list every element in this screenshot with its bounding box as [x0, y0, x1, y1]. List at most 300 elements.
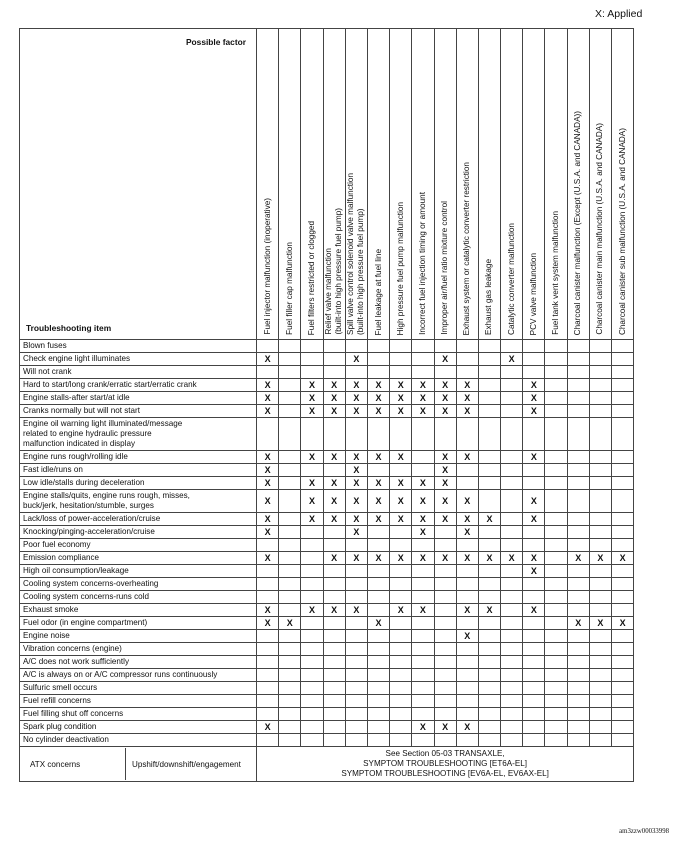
- applied-mark: X: [412, 392, 434, 405]
- applied-mark: X: [523, 379, 545, 392]
- applied-mark: X: [523, 604, 545, 617]
- mark-cell: [545, 617, 567, 630]
- mark-cell: [412, 669, 434, 682]
- mark-cell: [612, 708, 634, 721]
- mark-cell: [345, 539, 367, 552]
- applied-mark: X: [434, 379, 456, 392]
- table-row: [20, 669, 634, 682]
- mark-cell: [523, 464, 545, 477]
- mark-cell: [434, 418, 456, 451]
- mark-cell: [501, 617, 523, 630]
- applied-mark: X: [257, 477, 279, 490]
- mark-cell: [434, 734, 456, 747]
- mark-cell: [589, 340, 611, 353]
- applied-mark: X: [345, 451, 367, 464]
- mark-cell: [412, 734, 434, 747]
- applied-mark: X: [367, 617, 389, 630]
- mark-cell: [589, 682, 611, 695]
- mark-cell: [390, 695, 412, 708]
- table-row: [20, 578, 634, 591]
- mark-cell: [434, 340, 456, 353]
- table-row: [20, 643, 634, 656]
- mark-cell: [323, 708, 345, 721]
- mark-cell: [567, 708, 589, 721]
- mark-cell: [301, 526, 323, 539]
- applied-mark: X: [412, 477, 434, 490]
- mark-cell: [456, 617, 478, 630]
- applied-mark: X: [434, 464, 456, 477]
- table-row: [20, 604, 634, 617]
- mark-cell: [567, 464, 589, 477]
- mark-cell: [279, 682, 301, 695]
- mark-cell: [279, 656, 301, 669]
- mark-cell: [478, 734, 500, 747]
- mark-cell: [456, 418, 478, 451]
- mark-cell: [456, 366, 478, 379]
- mark-cell: [523, 630, 545, 643]
- mark-cell: [478, 695, 500, 708]
- mark-cell: [545, 477, 567, 490]
- applied-mark: X: [257, 604, 279, 617]
- factor-header-9: [456, 29, 478, 340]
- mark-cell: [501, 695, 523, 708]
- mark-cell: [478, 539, 500, 552]
- troubleshooting-item: Hard to start/long crank/erratic start/erratic crank: [20, 379, 257, 392]
- mark-cell: [279, 340, 301, 353]
- applied-mark: X: [523, 513, 545, 526]
- factor-label: Spill valve control solenoid valve malfunction (built-into high pressure fuel pump): [346, 172, 366, 335]
- mark-cell: [412, 539, 434, 552]
- mark-cell: [501, 340, 523, 353]
- mark-cell: [612, 418, 634, 451]
- mark-cell: [367, 708, 389, 721]
- troubleshooting-item: Fuel odor (in engine compartment): [20, 617, 257, 630]
- mark-cell: [478, 682, 500, 695]
- mark-cell: [567, 477, 589, 490]
- factor-label: Relief valve malfunction (built-into high pressure fuel pump): [324, 208, 344, 335]
- mark-cell: [367, 366, 389, 379]
- applied-mark: X: [434, 552, 456, 565]
- mark-cell: [545, 464, 567, 477]
- mark-cell: [478, 490, 500, 513]
- applied-mark: X: [345, 490, 367, 513]
- mark-cell: [589, 578, 611, 591]
- applied-mark: X: [301, 451, 323, 464]
- mark-cell: [478, 418, 500, 451]
- mark-cell: [390, 656, 412, 669]
- mark-cell: [279, 490, 301, 513]
- table-row: [20, 405, 634, 418]
- mark-cell: [367, 656, 389, 669]
- mark-cell: [412, 643, 434, 656]
- factor-header-2: [301, 29, 323, 340]
- applied-mark: X: [345, 526, 367, 539]
- mark-cell: [589, 477, 611, 490]
- mark-cell: [257, 366, 279, 379]
- table-row: [20, 682, 634, 695]
- applied-mark: X: [523, 405, 545, 418]
- troubleshooting-item: Vibration concerns (engine): [20, 643, 257, 656]
- applied-mark: X: [456, 630, 478, 643]
- mark-cell: [434, 682, 456, 695]
- mark-cell: [545, 392, 567, 405]
- mark-cell: [523, 695, 545, 708]
- factor-header-7: [412, 29, 434, 340]
- mark-cell: [589, 643, 611, 656]
- mark-cell: [478, 405, 500, 418]
- applied-mark: X: [279, 617, 301, 630]
- mark-cell: [501, 578, 523, 591]
- applied-mark: X: [412, 604, 434, 617]
- mark-cell: [612, 656, 634, 669]
- mark-cell: [434, 630, 456, 643]
- table-row: [20, 366, 634, 379]
- mark-cell: [545, 552, 567, 565]
- factor-label: Improper air/fuel ratio mixture control: [440, 201, 450, 335]
- applied-mark: X: [412, 552, 434, 565]
- mark-cell: [523, 682, 545, 695]
- mark-cell: [390, 591, 412, 604]
- mark-cell: [612, 695, 634, 708]
- mark-cell: [390, 630, 412, 643]
- mark-cell: [567, 513, 589, 526]
- applied-mark: X: [345, 477, 367, 490]
- applied-mark: X: [434, 490, 456, 513]
- atx-reference: See Section 05-03 TRANSAXLE, SYMPTOM TROUBLESHOOTING [ET6A-EL] SYMPTOM TROUBLESHOOTING [EV6A-EL, EV6AX-EL]: [257, 747, 634, 782]
- applied-mark: X: [456, 451, 478, 464]
- factor-header-0: [257, 29, 279, 340]
- mark-cell: [279, 565, 301, 578]
- mark-cell: [478, 669, 500, 682]
- applied-mark: X: [257, 464, 279, 477]
- mark-cell: [567, 392, 589, 405]
- mark-cell: [257, 591, 279, 604]
- mark-cell: [323, 418, 345, 451]
- mark-cell: [390, 578, 412, 591]
- mark-cell: [545, 578, 567, 591]
- applied-mark: X: [323, 405, 345, 418]
- mark-cell: [567, 604, 589, 617]
- troubleshooting-item: Spark plug condition: [20, 721, 257, 734]
- factor-label: Catalytic converter malfunction: [506, 223, 516, 335]
- troubleshooting-item: Engine oil warning light illuminated/message related to engine hydraulic pressure malfunction indicated in display: [20, 418, 257, 451]
- mark-cell: [612, 366, 634, 379]
- table-row: [20, 708, 634, 721]
- header-row: [20, 29, 634, 340]
- mark-cell: [323, 526, 345, 539]
- mark-cell: [501, 734, 523, 747]
- mark-cell: [567, 526, 589, 539]
- mark-cell: [390, 643, 412, 656]
- applied-mark: X: [345, 405, 367, 418]
- mark-cell: [279, 451, 301, 464]
- mark-cell: [589, 451, 611, 464]
- applied-mark: X: [257, 526, 279, 539]
- applied-mark: X: [456, 490, 478, 513]
- mark-cell: [345, 656, 367, 669]
- troubleshooting-item: No cylinder deactivation: [20, 734, 257, 747]
- factor-header-15: [589, 29, 611, 340]
- applied-mark: X: [257, 379, 279, 392]
- mark-cell: [390, 669, 412, 682]
- mark-cell: [257, 340, 279, 353]
- troubleshooting-item: Fuel filling shut off concerns: [20, 708, 257, 721]
- mark-cell: [301, 552, 323, 565]
- applied-mark: X: [434, 405, 456, 418]
- factor-header-16: [612, 29, 634, 340]
- applied-mark: X: [567, 617, 589, 630]
- applied-mark: X: [257, 552, 279, 565]
- mark-cell: [367, 695, 389, 708]
- mark-cell: [301, 695, 323, 708]
- mark-cell: [279, 578, 301, 591]
- mark-cell: [478, 477, 500, 490]
- applied-mark: X: [390, 392, 412, 405]
- mark-cell: [478, 721, 500, 734]
- troubleshooting-item: Low idle/stalls during deceleration: [20, 477, 257, 490]
- mark-cell: [301, 669, 323, 682]
- applied-mark: X: [456, 552, 478, 565]
- mark-cell: [545, 340, 567, 353]
- mark-cell: [257, 539, 279, 552]
- mark-cell: [478, 464, 500, 477]
- mark-cell: [301, 418, 323, 451]
- mark-cell: [589, 695, 611, 708]
- mark-cell: [456, 477, 478, 490]
- mark-cell: [589, 721, 611, 734]
- factor-header-6: [390, 29, 412, 340]
- mark-cell: [390, 565, 412, 578]
- mark-cell: [367, 604, 389, 617]
- applied-mark: X: [345, 464, 367, 477]
- mark-cell: [279, 513, 301, 526]
- applied-mark: X: [323, 490, 345, 513]
- troubleshooting-item: Sulfuric smell occurs: [20, 682, 257, 695]
- mark-cell: [545, 695, 567, 708]
- troubleshooting-item: Cooling system concerns-runs cold: [20, 591, 257, 604]
- mark-cell: [523, 708, 545, 721]
- mark-cell: [279, 353, 301, 366]
- mark-cell: [412, 340, 434, 353]
- table-row: [20, 656, 634, 669]
- table-row: [20, 591, 634, 604]
- mark-cell: [501, 708, 523, 721]
- table-row: [20, 392, 634, 405]
- mark-cell: [412, 630, 434, 643]
- applied-mark: X: [456, 405, 478, 418]
- mark-cell: [301, 578, 323, 591]
- applied-mark: X: [301, 405, 323, 418]
- troubleshooting-item: A/C does not work sufficiently: [20, 656, 257, 669]
- mark-cell: [501, 490, 523, 513]
- applied-mark: X: [390, 405, 412, 418]
- mark-cell: [323, 734, 345, 747]
- mark-cell: [501, 630, 523, 643]
- mark-cell: [567, 490, 589, 513]
- applied-mark: X: [323, 451, 345, 464]
- mark-cell: [545, 539, 567, 552]
- factor-header-1: [279, 29, 301, 340]
- mark-cell: [567, 340, 589, 353]
- factor-label: Charcoal canister sub malfunction (U.S.A. and CANADA): [617, 127, 627, 335]
- applied-mark: X: [612, 552, 634, 565]
- mark-cell: [412, 591, 434, 604]
- mark-cell: [612, 490, 634, 513]
- mark-cell: [257, 630, 279, 643]
- mark-cell: [545, 643, 567, 656]
- factor-label: Fuel injector malfunction (inoperative): [262, 198, 272, 335]
- mark-cell: [478, 451, 500, 464]
- mark-cell: [301, 539, 323, 552]
- mark-cell: [434, 526, 456, 539]
- mark-cell: [589, 734, 611, 747]
- applied-mark: X: [412, 405, 434, 418]
- mark-cell: [612, 451, 634, 464]
- applied-mark: X: [456, 721, 478, 734]
- mark-cell: [567, 643, 589, 656]
- applied-mark: X: [367, 552, 389, 565]
- mark-cell: [589, 708, 611, 721]
- mark-cell: [545, 708, 567, 721]
- applied-mark: X: [345, 604, 367, 617]
- mark-cell: [545, 405, 567, 418]
- mark-cell: [456, 682, 478, 695]
- table-row: [20, 477, 634, 490]
- mark-cell: [390, 366, 412, 379]
- mark-cell: [456, 656, 478, 669]
- factor-label: Exhaust system or catalytic converter restriction: [462, 161, 472, 335]
- mark-cell: [478, 366, 500, 379]
- mark-cell: [545, 669, 567, 682]
- mark-cell: [523, 617, 545, 630]
- mark-cell: [412, 656, 434, 669]
- mark-cell: [279, 643, 301, 656]
- applied-mark: X: [390, 477, 412, 490]
- mark-cell: [434, 578, 456, 591]
- mark-cell: [434, 656, 456, 669]
- mark-cell: [412, 353, 434, 366]
- mark-cell: [456, 643, 478, 656]
- applied-mark: X: [323, 379, 345, 392]
- applied-mark: X: [301, 604, 323, 617]
- mark-cell: [367, 591, 389, 604]
- applied-mark: X: [257, 392, 279, 405]
- mark-cell: [501, 379, 523, 392]
- factor-header-12: [523, 29, 545, 340]
- atx-cell: [20, 747, 257, 782]
- mark-cell: [279, 695, 301, 708]
- table-row: [20, 617, 634, 630]
- mark-cell: [434, 643, 456, 656]
- mark-cell: [412, 366, 434, 379]
- mark-cell: [434, 591, 456, 604]
- mark-cell: [523, 477, 545, 490]
- applied-mark: X: [434, 721, 456, 734]
- mark-cell: [434, 617, 456, 630]
- mark-cell: [257, 695, 279, 708]
- mark-cell: [523, 656, 545, 669]
- table-row: [20, 418, 634, 451]
- troubleshooting-item: Engine noise: [20, 630, 257, 643]
- mark-cell: [301, 464, 323, 477]
- mark-cell: [279, 552, 301, 565]
- table-row: [20, 734, 634, 747]
- mark-cell: [545, 418, 567, 451]
- mark-cell: [612, 526, 634, 539]
- mark-cell: [301, 656, 323, 669]
- mark-cell: [478, 643, 500, 656]
- mark-cell: [478, 379, 500, 392]
- applied-mark: X: [523, 552, 545, 565]
- mark-cell: [567, 682, 589, 695]
- mark-cell: [345, 565, 367, 578]
- applied-mark: X: [612, 617, 634, 630]
- applied-mark: X: [478, 552, 500, 565]
- mark-cell: [612, 669, 634, 682]
- mark-cell: [545, 565, 567, 578]
- mark-cell: [589, 464, 611, 477]
- applied-mark: X: [478, 513, 500, 526]
- applied-mark: X: [323, 477, 345, 490]
- applied-mark: X: [345, 353, 367, 366]
- applied-mark: X: [390, 552, 412, 565]
- applied-mark: X: [412, 490, 434, 513]
- mark-cell: [545, 656, 567, 669]
- mark-cell: [323, 695, 345, 708]
- mark-cell: [412, 708, 434, 721]
- factor-label: Fuel filters restricted or clogged: [306, 220, 316, 335]
- mark-cell: [412, 578, 434, 591]
- mark-cell: [345, 578, 367, 591]
- troubleshooting-item: Exhaust smoke: [20, 604, 257, 617]
- applied-mark: X: [434, 392, 456, 405]
- troubleshooting-table: [19, 28, 634, 782]
- factor-label: Incorrect fuel injection timing or amount: [417, 192, 427, 335]
- applied-mark: X: [390, 513, 412, 526]
- applied-mark: X: [456, 526, 478, 539]
- mark-cell: [612, 379, 634, 392]
- mark-cell: [589, 513, 611, 526]
- troubleshooting-item: Will not crank: [20, 366, 257, 379]
- table-row: [20, 379, 634, 392]
- mark-cell: [390, 526, 412, 539]
- mark-cell: [523, 591, 545, 604]
- mark-cell: [434, 695, 456, 708]
- applied-mark: X: [523, 392, 545, 405]
- table-row: [20, 552, 634, 565]
- mark-cell: [345, 340, 367, 353]
- mark-cell: [589, 539, 611, 552]
- mark-cell: [345, 366, 367, 379]
- header-corner-cell: [20, 29, 257, 340]
- mark-cell: [279, 477, 301, 490]
- mark-cell: [279, 721, 301, 734]
- mark-cell: [501, 451, 523, 464]
- atx-row: [20, 747, 634, 782]
- mark-cell: [279, 526, 301, 539]
- table-row: [20, 451, 634, 464]
- mark-cell: [323, 340, 345, 353]
- applied-mark: X: [345, 392, 367, 405]
- mark-cell: [545, 604, 567, 617]
- mark-cell: [412, 617, 434, 630]
- mark-cell: [589, 656, 611, 669]
- applied-mark: X: [589, 552, 611, 565]
- factor-label: Charcoal canister main malfunction (U.S.A. and CANADA): [595, 123, 605, 335]
- mark-cell: [323, 565, 345, 578]
- mark-cell: [589, 490, 611, 513]
- mark-cell: [523, 539, 545, 552]
